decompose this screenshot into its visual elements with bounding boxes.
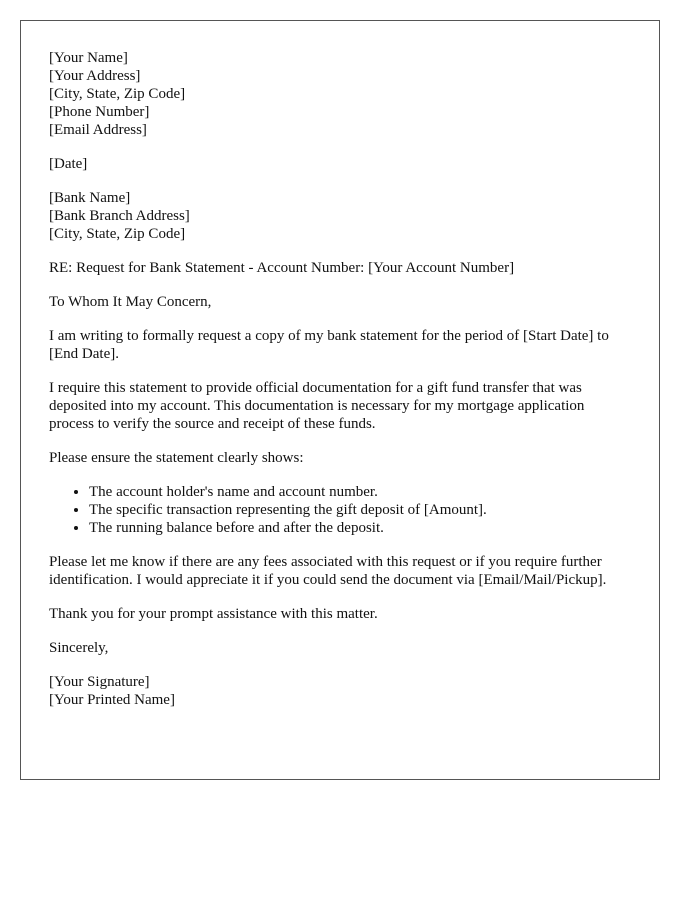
signature: [Your Signature] [49, 674, 150, 690]
list-item: • The account holder's name and account number. [89, 483, 631, 501]
requirements-list [49, 483, 631, 537]
salutation: To Whom It May Concern, [49, 294, 212, 310]
recipient-branch-address: [Bank Branch Address] [49, 208, 190, 224]
list-item: • The specific transaction representing the gift deposit of [Amount]. [89, 501, 631, 519]
printed-name: [Your Printed Name] [49, 692, 175, 708]
recipient-city-state-zip: [City, State, Zip Code] [49, 226, 186, 242]
sender-email: [Email Address] [49, 122, 147, 138]
sender-name: [Your Name] [49, 50, 128, 66]
body-paragraph-request: I am writing to formally request a copy of my bank statement for the period of [Start Date] to [End Date]. [49, 328, 609, 362]
body-paragraph-thanks: Thank you for your prompt assistance with this matter. [49, 606, 378, 622]
sender-block [49, 49, 631, 139]
sender-phone: [Phone Number] [49, 104, 150, 120]
letter-page [20, 20, 660, 780]
signature-block [49, 673, 631, 709]
list-item: • The running balance before and after the deposit. [89, 519, 631, 537]
body-paragraph-fees: Please let me know if there are any fees associated with this request or if you require further identification. I would appreciate it if you could send the document via [Email/Mail/Pickup]. [49, 554, 607, 588]
recipient-block [49, 189, 631, 243]
sender-address: [Your Address] [49, 68, 141, 84]
body-paragraph-purpose: I require this statement to provide official documentation for a gift fund transfer that was deposited into my account. This documentation is necessary for my mortgage application process to verify the source and receipt of these funds. [49, 380, 585, 432]
body-paragraph-ensure: Please ensure the statement clearly shows: [49, 450, 304, 466]
letter-date: [Date] [49, 156, 88, 172]
sign-off: Sincerely, [49, 640, 109, 656]
sender-city-state-zip: [City, State, Zip Code] [49, 86, 186, 102]
subject-line: RE: Request for Bank Statement - Account Number: [Your Account Number] [49, 260, 515, 276]
recipient-bank-name: [Bank Name] [49, 190, 131, 206]
